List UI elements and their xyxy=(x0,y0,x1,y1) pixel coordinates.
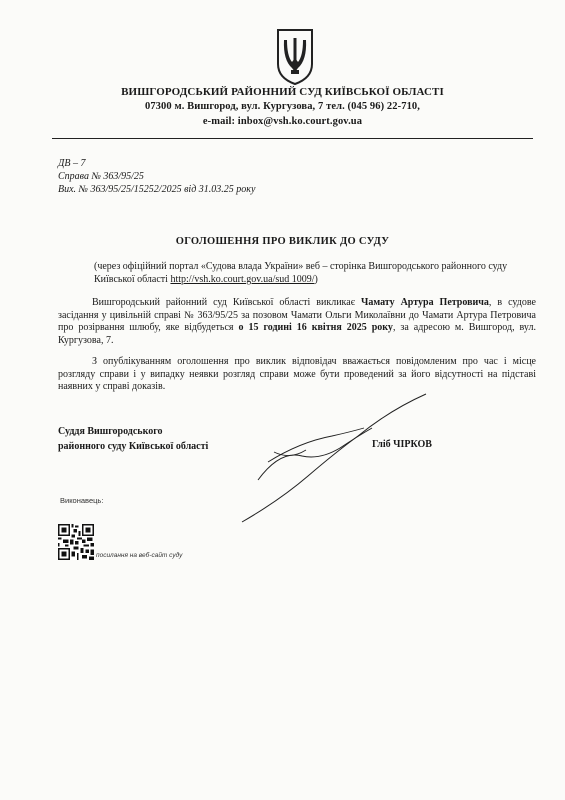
hearing-datetime: о 15 годині 16 квітня 2025 року xyxy=(238,322,393,333)
qr-code-caption: посилання на веб-сайт суду xyxy=(96,552,183,559)
court-email: e-mail: inbox@vsh.ko.court.gov.ua xyxy=(202,116,363,127)
judge-name: Гліб ЧІРКОВ xyxy=(372,439,432,450)
court-name: ВИШГОРОДСЬКИЙ РАЙОННИЙ СУД КИЇВСЬКОЇ ОБЛАСТІ xyxy=(121,86,444,98)
header-divider xyxy=(52,138,533,139)
publication-note-close: ) xyxy=(314,274,318,285)
judge-title-line1: Суддя Вишгородського xyxy=(58,426,163,437)
qr-code-icon[interactable] xyxy=(58,524,94,560)
summons-text-b: , в судове засідання у цивільній справі № 363/95/25 за позовом Чамати Ольги Миколаївни до Чамати Артура Петровича про розірвання шлюбу, яке відбудеться xyxy=(58,297,536,333)
court-address: 07300 м. Вишгород, вул. Кургузова, 7 тел. (045 96) 22-710, xyxy=(144,101,421,112)
summons-text-a: Вишгородський районний суд Київської області викликає xyxy=(92,297,361,308)
case-number: Справа № 363/95/25 xyxy=(58,171,144,182)
document-title: ОГОЛОШЕННЯ ПРО ВИКЛИК ДО СУДУ xyxy=(175,236,390,247)
document-code: ДВ – 7 xyxy=(58,158,86,169)
summons-paragraph xyxy=(58,297,536,347)
publication-note-text: (через офіційний портал «Судова влада України» веб – сторінка Вишгородського районного суду Київської області xyxy=(94,261,508,285)
executor-label: Виконавець: xyxy=(60,496,104,505)
judge-title xyxy=(58,424,208,454)
trident-emblem-icon xyxy=(272,26,318,86)
defendant-name: Чамату Артура Петровича xyxy=(360,297,489,308)
court-website-link[interactable]: http://vsh.ko.court.gov.ua/sud 1009/ xyxy=(170,274,315,285)
judge-title-line2: районного суду Київської області xyxy=(58,441,209,452)
consequence-paragraph: З опублікуванням оголошення про виклик відповідач вважається повідомленим про час і місце розгляду справи і у випадку неявки розгляд справи може бути проведений за його відсутності на підставі наявних у справі доказів. xyxy=(58,356,536,392)
publication-note xyxy=(94,260,534,286)
outgoing-number: Вих. № 363/95/25/15252/2025 від 31.03.25 року xyxy=(58,184,256,195)
summons-text-c: , за адресою м. Вишгород, вул. Кургузова, 7. xyxy=(58,322,536,346)
handwritten-signature xyxy=(240,390,430,530)
